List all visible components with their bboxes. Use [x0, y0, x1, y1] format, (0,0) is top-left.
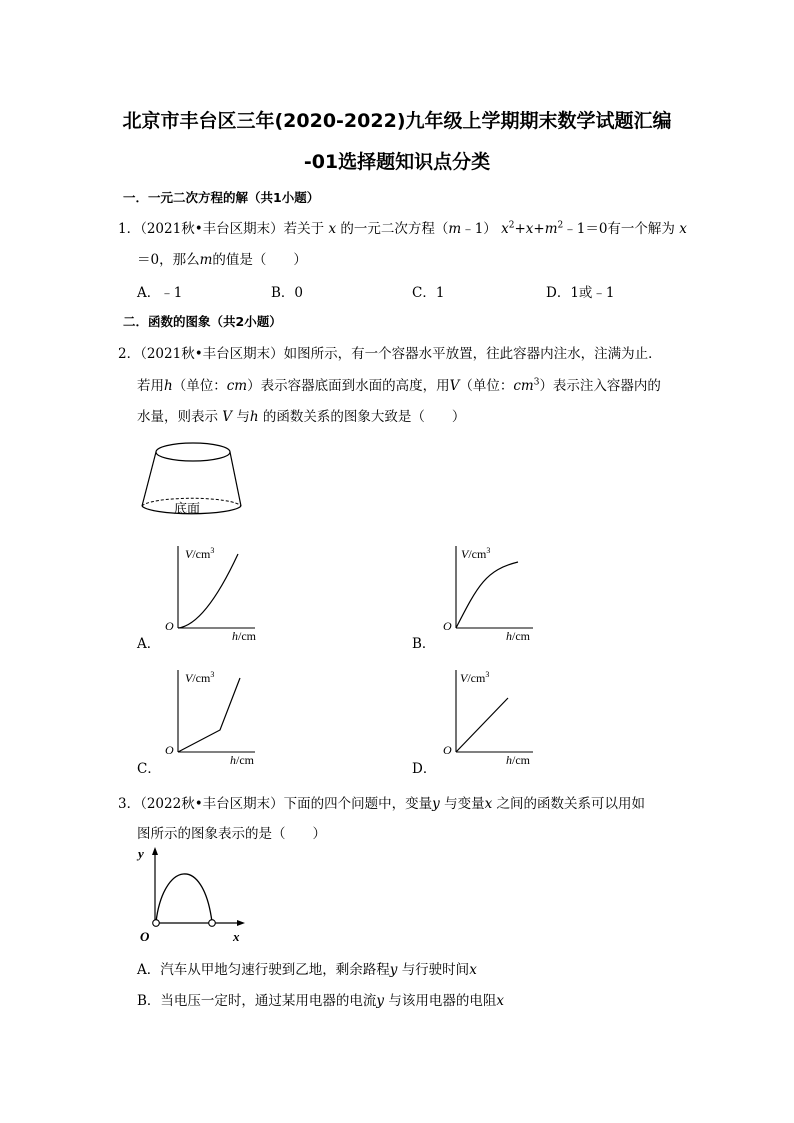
q3-text: 之间的函数关系可以用如 [496, 796, 646, 812]
option-c[interactable]: C． [137, 761, 161, 777]
question-source: （2021秋•丰台区期末） [140, 346, 284, 362]
origin-label: O [165, 743, 174, 757]
question-number: 2． [118, 346, 141, 362]
option-b[interactable]: B． [412, 636, 436, 652]
q2-text: 如图所示，有一个容器水平放置，往此容器内注水，注满为止． [283, 346, 662, 362]
var-y: y [432, 796, 440, 812]
option-c[interactable]: C．1 [412, 285, 445, 301]
section-heading-1: 一．一元二次方程的解（共1小题） [123, 190, 320, 205]
y-axis-label: $V/cm^3$ [461, 546, 491, 561]
option-text: A．汽车从甲地匀速行驶到乙地，剩余路程 [137, 962, 390, 978]
y-axis-arrow-icon [152, 847, 158, 855]
question-2-line-2 [137, 374, 661, 394]
q2-text: ）表示容器底面到水面的高度，用 [247, 378, 450, 394]
var-x: x [484, 796, 493, 812]
open-circle [153, 920, 160, 927]
question-1-line-2 [137, 248, 307, 268]
open-circle [209, 920, 216, 927]
var-m: m [199, 252, 213, 268]
q1-text: + [514, 221, 526, 237]
q2-text: 与 [236, 409, 250, 425]
x-axis-label: x [233, 929, 240, 944]
x-axis-label: h/cm [506, 753, 530, 767]
origin-label: O [443, 743, 452, 757]
question-number: 1． [118, 221, 141, 237]
var-x: x [525, 221, 534, 237]
var-x: x [679, 221, 687, 237]
parabola-curve [156, 874, 212, 922]
container-right-side [230, 452, 241, 506]
question-2-line-3 [137, 405, 465, 425]
q1-text: 的一元二次方程（ [340, 221, 449, 237]
y-axis-label: $V/cm^3$ [460, 670, 490, 685]
curve-concave [456, 562, 518, 628]
page-subtitle: -01选择题知识点分类 [303, 151, 491, 173]
option-d[interactable]: D． [412, 761, 437, 777]
container-top-ellipse [156, 443, 230, 461]
origin-label: O [443, 619, 452, 633]
var-x: x [328, 221, 337, 237]
graph-d [438, 664, 548, 769]
q1-text: 的值是（ ） [212, 252, 307, 268]
q2-text: （单位： [172, 378, 227, 394]
container-left-side [142, 452, 156, 506]
option-b[interactable] [137, 989, 504, 1009]
option-text: B．当电压一定时，通过某用电器的电流 [137, 993, 377, 1009]
q2-text: 水量，则表示 [137, 409, 218, 425]
q1-text: ﹣1） [461, 221, 497, 237]
option-d[interactable]: D．1或﹣1 [546, 285, 615, 301]
question-2-line-1 [118, 342, 662, 362]
q2-text: （单位： [459, 378, 514, 394]
var-x: x [501, 221, 509, 237]
q2-text: 若用 [137, 378, 164, 394]
var-V: V [222, 409, 233, 425]
x-axis-arrow-icon [237, 920, 245, 926]
y-axis-label: $V/cm^3$ [185, 670, 215, 685]
graph-c [160, 664, 270, 769]
q2-text: ）表示注入容器内的 [539, 378, 661, 394]
y-axis-label: $V/cm^3$ [185, 546, 215, 561]
q2-text: 的函数关系的图象大致是（ ） [262, 409, 466, 425]
graph-q3 [133, 843, 258, 948]
graph-b [438, 540, 548, 645]
var-x: x [496, 993, 504, 1009]
option-b[interactable]: B．0 [271, 285, 304, 301]
option-a[interactable]: A．﹣1 [137, 285, 183, 301]
curve-convex [178, 554, 238, 628]
question-3-line-2: 图所示的图象表示的是（ ） [137, 826, 326, 842]
var-y: y [376, 993, 385, 1009]
piecewise-line [178, 678, 240, 752]
container-figure [138, 440, 248, 525]
unit-cm: cm [226, 378, 248, 394]
option-a[interactable] [137, 958, 477, 978]
origin-label: O [140, 929, 150, 944]
option-a[interactable]: A． [137, 636, 161, 652]
exponent: 3 [533, 377, 540, 388]
section-heading-2: 二．函数的图象（共2小题） [123, 314, 282, 329]
q1-text: ﹣1＝0有一个解为 [563, 221, 675, 237]
question-3-line-1 [118, 792, 645, 812]
var-x: x [469, 962, 477, 978]
container-label: 底面 [174, 501, 201, 516]
exponent: 2 [508, 220, 515, 231]
question-source: （2021秋•丰台区期末） [140, 221, 284, 237]
q1-text: ＝0，那么 [137, 252, 200, 268]
q3-text: 下面的四个问题中，变量 [283, 796, 433, 812]
var-m: m [544, 221, 558, 237]
question-source: （2022秋•丰台区期末） [140, 796, 284, 812]
x-axis-label: h/cm [230, 753, 254, 767]
origin-label: O [165, 619, 174, 633]
unit-cm: cm [513, 378, 534, 394]
var-m: m [448, 221, 462, 237]
q1-text: + [533, 221, 545, 237]
q3-text: 与变量 [444, 796, 485, 812]
y-axis-label: y [138, 846, 144, 861]
var-V: V [449, 378, 460, 394]
var-h: h [164, 378, 173, 394]
exponent: 2 [557, 220, 564, 231]
page-title: 北京市丰台区三年(2020-2022)九年级上学期期末数学试题汇编 [122, 110, 672, 132]
option-text: 与行驶时间 [401, 962, 470, 978]
q1-text: 若关于 [283, 221, 325, 237]
option-text: 与该用电器的电阻 [388, 993, 497, 1009]
var-y: y [389, 962, 398, 978]
x-axis-label: h/cm [232, 629, 256, 643]
var-h: h [249, 409, 259, 425]
question-number: 3． [118, 796, 141, 812]
graph-a [160, 540, 270, 645]
x-axis-label: h/cm [506, 629, 530, 643]
straight-line [456, 698, 508, 752]
question-1-line-1 [118, 217, 687, 237]
